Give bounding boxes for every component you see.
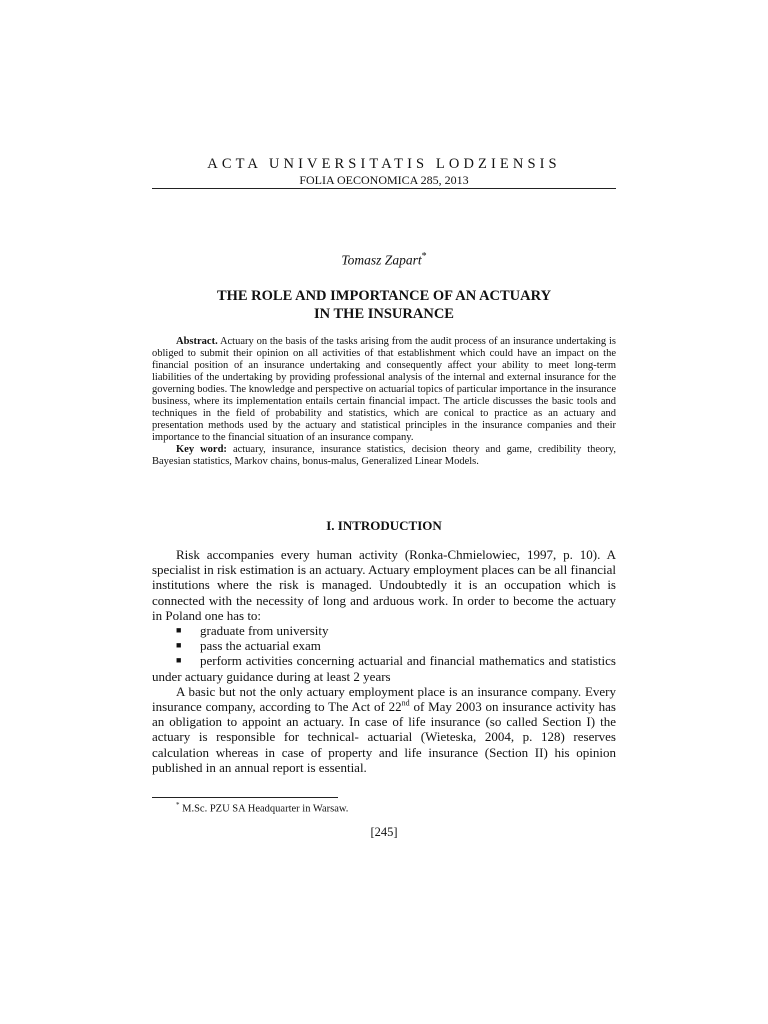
bullet-icon: ■ (176, 625, 182, 636)
list-item (152, 638, 616, 653)
header-divider (152, 188, 616, 189)
author-footnote-mark: * (421, 251, 427, 262)
body-paragraph-2-start: A basic but not the only actuary employment place is an insurance company. Every insurance company, according to The Act of 22 (152, 683, 616, 715)
article-title (152, 287, 616, 323)
footnote-text: M.Sc. PZU SA Headquarter in Warsaw. (179, 803, 349, 815)
body-paragraph-2-end: of May 2003 on insurance activity has an obligation to appoint an actuary. In case of life insurance (so called Section I) the actuary is responsible for technical- actuarial (Wieteska, 2004, p. 128) reserves calculation whereas in case of property and life insurance (Section II) his opinion published in an annual report is essential. (152, 699, 616, 775)
article-title-line-2: IN THE INSURANCE (314, 306, 454, 322)
abstract-block (152, 336, 616, 468)
page-number: [245] (370, 825, 398, 839)
keywords-text: actuary, insurance, insurance statistics, decision theory and game, credibility theory, Bayesian statistics, Markov chains, bonus-malus, Generalized Linear Models. (152, 444, 616, 467)
bullet-icon: ■ (176, 640, 182, 651)
bullet-icon: ■ (176, 655, 182, 666)
body-paragraph-2 (152, 684, 616, 775)
abstract-text: Actuary on the basis of the tasks arising from the audit process of an insurance undertaking is obliged to submit their opinion on all activities of that establishment which could have an impact on the financial position of an insurance undertaking and consequently affect your ability to meet long-term liabilities of the undertaking by providing professional analysis of the internal and external insurance for the governing bodies. The knowledge and perspective on actuarial topics of particular importance in the insurance business, where its implementation entails certain financial impact. The article discusses the basic tools and techniques in the field of probability and statistics, which are conical to practice as an actuary and presentation methods used by the actuary and statistical principles in the insurance companies and their importance to the financial situation of an insurance company. (152, 336, 616, 443)
keywords-paragraph (152, 444, 616, 468)
list-item-text: graduate from university (200, 623, 329, 639)
journal-title: ACTA UNIVERSITATIS LODZIENSIS (207, 156, 561, 172)
ordinal-suffix: nd (401, 698, 410, 708)
footnote-mark: * (176, 801, 180, 809)
abstract-label: Abstract. (176, 336, 218, 347)
list-item-text: perform activities concerning actuarial and financial mathematics and statistics under actuary guidance during at least 2 years (152, 653, 616, 684)
keywords-label: Key word: (176, 444, 227, 455)
author-line (152, 251, 616, 269)
footnote-divider (152, 797, 338, 798)
abstract-paragraph (152, 336, 616, 444)
requirements-list (152, 623, 616, 684)
body-text (152, 547, 616, 775)
list-item (152, 623, 616, 638)
footnote (176, 801, 616, 815)
author-name: Tomasz Zapart (341, 252, 422, 268)
list-item-text: pass the actuarial exam (200, 638, 321, 654)
article-title-line-1: THE ROLE AND IMPORTANCE OF AN ACTUARY (216, 288, 552, 304)
body-paragraph-1: Risk accompanies every human activity (Ronka-Chmielowiec, 1997, p. 10). A specialist in risk estimation is an actuary. Actuary employment places can be all financial institutions where the risk is managed. Undoubtedly it is an occupation which is connected with the necessity of long and arduous work. In order to become the actuary in Poland one has to: (152, 547, 616, 623)
section-heading: I. INTRODUCTION (326, 518, 442, 533)
journal-issue: FOLIA OECONOMICA 285, 2013 (299, 173, 469, 187)
list-item (152, 653, 616, 683)
